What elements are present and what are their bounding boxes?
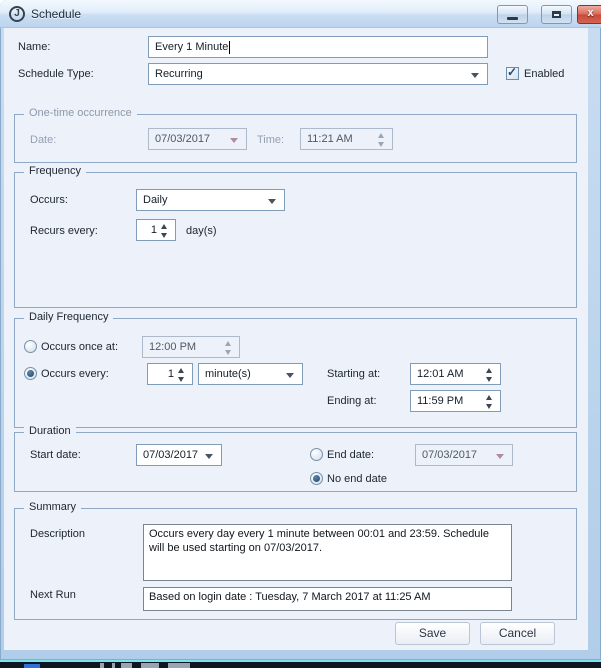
schedule-type-dropdown[interactable] (148, 63, 488, 85)
one-time-date-value: 07/03/2017 (155, 133, 211, 145)
text-caret (229, 41, 230, 54)
background-artifact (121, 663, 132, 668)
interval-unit-dropdown[interactable] (198, 363, 303, 385)
chevron-down-icon (496, 454, 504, 459)
end-date-label: End date: (327, 449, 375, 461)
frequency-title: Frequency (24, 165, 86, 177)
up-down-arrows-icon (377, 132, 386, 148)
maximize-icon (552, 11, 561, 18)
occurs-value: Daily (143, 194, 168, 206)
no-end-date-label: No end date (327, 473, 387, 485)
date-label: Date: (30, 134, 57, 146)
chevron-down-icon (205, 454, 213, 459)
occurs-every-value: 1 (167, 368, 174, 380)
background-artifact (112, 663, 115, 668)
description-box (143, 524, 512, 581)
no-end-date-radio[interactable] (310, 472, 323, 485)
check-icon: ✓ (507, 65, 518, 79)
chevron-down-icon (286, 373, 294, 378)
schedule-type-value: Recurring (155, 68, 203, 80)
minimize-icon (507, 17, 518, 20)
daily-frequency-title: Daily Frequency (24, 311, 113, 323)
background-artifact (24, 664, 40, 668)
recurs-every-value: 1 (150, 224, 157, 236)
occurs-dropdown[interactable] (136, 189, 285, 211)
up-down-arrows-icon[interactable] (485, 394, 494, 410)
occurs-every-label: Occurs every: (41, 368, 109, 380)
occurs-once-radio[interactable] (24, 340, 37, 353)
occurs-once-time-spinner (142, 336, 240, 358)
duration-title: Duration (24, 425, 76, 437)
name-input[interactable] (148, 36, 488, 58)
chevron-down-icon (471, 73, 479, 78)
occurs-once-time-value: 12:00 PM (149, 341, 197, 353)
next-run-box (143, 587, 512, 611)
ending-at-value: 11:59 PM (417, 395, 464, 407)
summary-title: Summary (24, 501, 81, 513)
start-date-label: Start date: (30, 449, 81, 461)
up-down-arrows-icon[interactable] (160, 223, 169, 239)
description-label: Description (30, 528, 86, 540)
maximize-button[interactable] (541, 5, 572, 24)
one-time-time-value: 11:21 AM (307, 133, 353, 145)
chevron-down-icon (268, 199, 276, 204)
save-button[interactable]: Save (395, 622, 470, 645)
next-run-text: Based on login date : Tuesday, 7 March 2017 at 11:25 AM (149, 591, 431, 603)
name-label: Name: (18, 41, 51, 53)
description-text: Occurs every day every 1 minute between 00:01 and 23:59. Schedule will be used starting on 07/03/2017. (149, 528, 489, 554)
enabled-label: Enabled (524, 68, 565, 80)
enabled-checkbox[interactable] (506, 67, 519, 80)
circled-j-icon: J (9, 6, 25, 22)
end-date-radio[interactable] (310, 448, 323, 461)
recurs-every-spinner[interactable] (136, 219, 176, 241)
title-bar[interactable] (0, 0, 601, 28)
background-artifact (100, 663, 104, 668)
background-artifact (168, 663, 190, 668)
starting-at-value: 12:01 AM (417, 368, 464, 380)
interval-unit-value: minute(s) (205, 368, 251, 380)
cancel-button[interactable]: Cancel (480, 622, 555, 645)
ending-at-spinner[interactable] (410, 390, 501, 412)
starting-at-label: Starting at: (327, 368, 381, 380)
occurs-label: Occurs: (30, 194, 68, 206)
name-value: Every 1 Minute (155, 41, 229, 53)
chevron-down-icon (230, 138, 238, 143)
up-down-arrows-icon[interactable] (485, 367, 494, 383)
ending-at-label: Ending at: (327, 395, 377, 407)
occurs-every-value-spinner[interactable] (147, 363, 193, 385)
end-date-dropdown (415, 444, 513, 466)
starting-at-spinner[interactable] (410, 363, 501, 385)
time-label: Time: (257, 134, 285, 146)
start-date-value: 07/03/2017 (143, 449, 199, 461)
one-time-time-spinner (300, 128, 393, 150)
occurs-every-radio[interactable] (24, 367, 37, 380)
close-button[interactable] (577, 5, 601, 24)
recurs-unit-label: day(s) (186, 225, 217, 237)
up-down-arrows-icon (224, 340, 233, 356)
minimize-button[interactable] (497, 5, 528, 24)
recurs-every-label: Recurs every: (30, 225, 98, 237)
one-time-date-dropdown (148, 128, 247, 150)
frequency-group (14, 165, 577, 308)
window-title: Schedule (31, 7, 82, 21)
schedule-type-label: Schedule Type: (18, 68, 94, 80)
one-time-occurrence-group (14, 107, 577, 163)
background-artifact (141, 663, 159, 668)
up-down-arrows-icon[interactable] (177, 367, 186, 383)
end-date-value: 07/03/2017 (422, 449, 478, 461)
next-run-label: Next Run (30, 589, 76, 601)
start-date-dropdown[interactable] (136, 444, 222, 466)
occurs-once-label: Occurs once at: (41, 341, 119, 353)
close-icon: x (587, 7, 594, 19)
one-time-occurrence-title: One-time occurrence (24, 107, 137, 119)
background-window-strip (0, 660, 601, 668)
